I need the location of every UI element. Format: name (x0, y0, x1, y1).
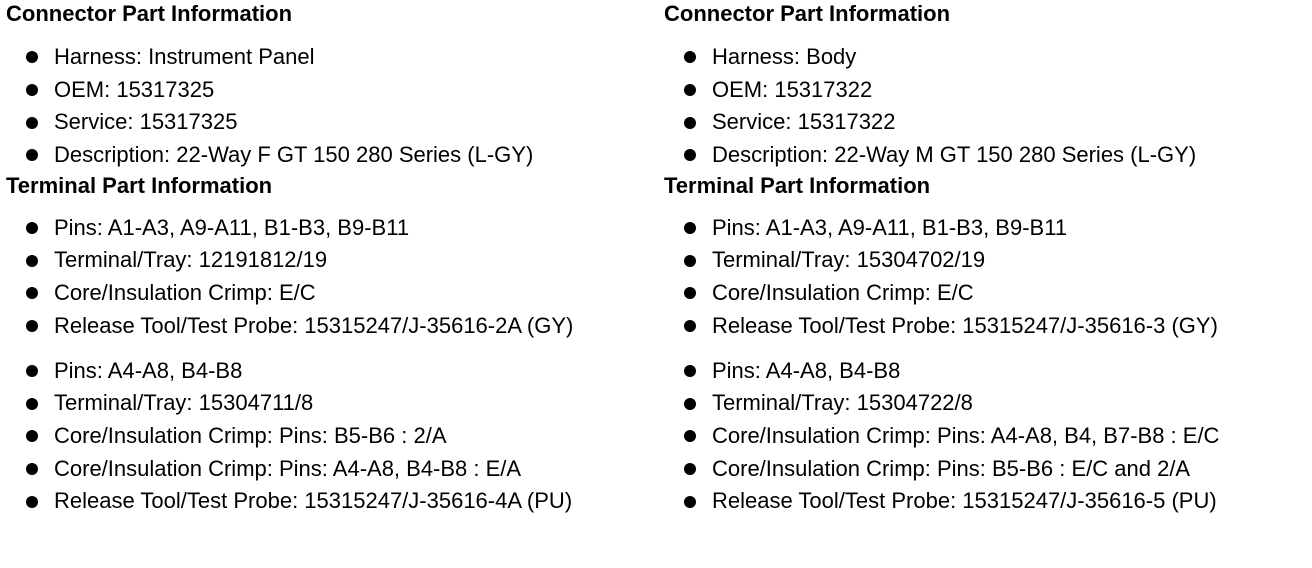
connector-part-info-list (664, 41, 1304, 172)
list-item-text: OEM: 15317325 (54, 76, 215, 102)
terminal-group-2-list (6, 355, 656, 518)
bullet-icon (684, 365, 696, 377)
list-item-pins (664, 355, 1304, 388)
list-item-text: Description: 22-Way M GT 150 280 Series (L-GY) (712, 142, 1197, 168)
list-item-oem (664, 74, 1304, 107)
right-connector-column (664, 0, 1304, 518)
list-item-text: Release Tool/Test Probe: 15315247/J-35616-5 (PU) (712, 488, 1217, 514)
list-item-crimp (6, 420, 656, 453)
list-item-crimp (6, 453, 656, 486)
bullet-icon (26, 255, 38, 267)
list-item-text: Core/Insulation Crimp: Pins: A4-A8, B4, B7-B8 : E/C (712, 422, 1220, 448)
list-item-harness (664, 41, 1304, 74)
list-item-terminal-tray (664, 387, 1304, 420)
bullet-icon (684, 398, 696, 410)
list-item-release-tool (6, 310, 656, 343)
list-item-text: Harness: Instrument Panel (54, 44, 315, 69)
bullet-icon (684, 496, 696, 508)
list-item-terminal-tray (664, 244, 1304, 277)
list-item-pins (664, 212, 1304, 245)
list-item-release-tool (6, 485, 656, 518)
list-item-service (6, 106, 656, 139)
terminal-part-info-heading: Terminal Part Information (6, 172, 273, 198)
connector-part-info-heading: Connector Part Information (664, 1, 951, 26)
list-item-text: Terminal/Tray: 15304722/8 (712, 390, 973, 416)
list-item-crimp (6, 277, 656, 310)
bullet-icon (26, 117, 38, 129)
list-item-text: Core/Insulation Crimp: Pins: B5-B6 : E/C and 2/A (712, 455, 1191, 481)
list-item-text: Release Tool/Test Probe: 15315247/J-35616-4A (PU) (54, 488, 573, 514)
list-item-text: Core/Insulation Crimp: Pins: B5-B6 : 2/A (54, 422, 447, 448)
list-item-text: Service: 15317322 (712, 109, 896, 135)
list-item-crimp (664, 277, 1304, 310)
list-item-pins (6, 355, 656, 388)
bullet-icon (684, 463, 696, 475)
list-item-text: Release Tool/Test Probe: 15315247/J-35616-2A (GY) (54, 312, 574, 338)
bullet-icon (26, 149, 38, 161)
terminal-group-2-list (664, 355, 1304, 518)
list-item-release-tool (664, 310, 1304, 343)
bullet-icon (26, 320, 38, 332)
list-item-text: Harness: Body (712, 44, 857, 69)
bullet-icon (684, 255, 696, 267)
bullet-icon (26, 287, 38, 299)
connector-part-info-list (6, 41, 656, 172)
bullet-icon (684, 287, 696, 299)
list-item-text: Core/Insulation Crimp: E/C (54, 280, 316, 306)
list-item-harness (6, 41, 656, 74)
bullet-icon (684, 117, 696, 129)
list-item-crimp (664, 453, 1304, 486)
list-item-text: Service: 15317325 (54, 109, 238, 135)
list-item-pins (6, 212, 656, 245)
list-item-text: OEM: 15317322 (712, 76, 873, 102)
list-item-terminal-tray (6, 244, 656, 277)
terminal-group-1-list (664, 212, 1304, 343)
list-item-description (664, 139, 1304, 172)
list-item-text: Pins: A1-A3, A9-A11, B1-B3, B9-B11 (54, 214, 410, 240)
list-item-text: Pins: A4-A8, B4-B8 (54, 357, 243, 383)
list-item-text: Pins: A4-A8, B4-B8 (712, 357, 901, 383)
bullet-icon (26, 463, 38, 475)
bullet-icon (684, 320, 696, 332)
list-item-service (664, 106, 1304, 139)
bullet-icon (26, 84, 38, 96)
bullet-icon (26, 398, 38, 410)
list-item-release-tool (664, 485, 1304, 518)
bullet-icon (26, 51, 38, 63)
bullet-icon (26, 430, 38, 442)
terminal-group-1-list (6, 212, 656, 343)
bullet-icon (26, 222, 38, 234)
list-item-text: Description: 22-Way F GT 150 280 Series (L-GY) (54, 142, 534, 168)
list-item-terminal-tray (6, 387, 656, 420)
list-item-text: Terminal/Tray: 15304711/8 (54, 390, 314, 416)
list-item-text: Pins: A1-A3, A9-A11, B1-B3, B9-B11 (712, 214, 1068, 240)
bullet-icon (684, 51, 696, 63)
list-item-text: Core/Insulation Crimp: E/C (712, 280, 974, 306)
left-connector-column (6, 0, 656, 518)
list-item-text: Terminal/Tray: 12191812/19 (54, 247, 328, 273)
list-item-oem (6, 74, 656, 107)
list-item-description (6, 139, 656, 172)
list-item-text: Release Tool/Test Probe: 15315247/J-35616-3 (GY) (712, 312, 1218, 338)
bullet-icon (684, 430, 696, 442)
bullet-icon (684, 84, 696, 96)
bullet-icon (684, 149, 696, 161)
bullet-icon (684, 222, 696, 234)
list-item-text: Terminal/Tray: 15304702/19 (712, 247, 986, 273)
bullet-icon (26, 496, 38, 508)
bullet-icon (26, 365, 38, 377)
terminal-part-info-heading: Terminal Part Information (664, 172, 931, 198)
connector-part-info-heading: Connector Part Information (6, 1, 293, 26)
list-item-text: Core/Insulation Crimp: Pins: A4-A8, B4-B8 : E/A (54, 455, 522, 481)
list-item-crimp (664, 420, 1304, 453)
